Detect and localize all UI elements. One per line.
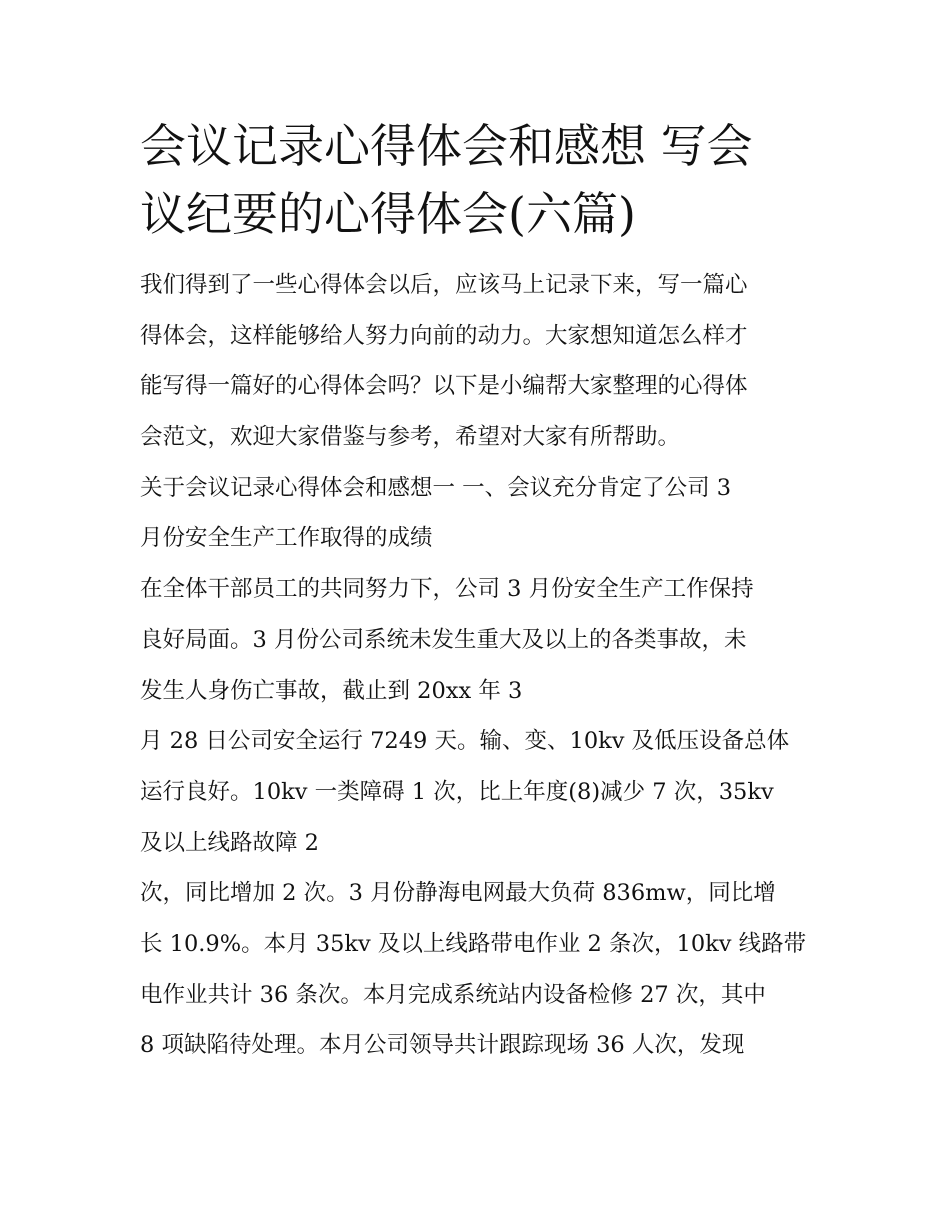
document-body (140, 260, 812, 1071)
body-line: 会范文，欢迎大家借鉴与参考，希望对大家有所帮助。 (140, 424, 681, 451)
body-line: 月 28 日公司安全运行 7249 天。输、变、10kv 及低压设备总体 (140, 728, 790, 755)
body-line: 得体会，这样能够给人努力向前的动力。大家想知道怎么样才 (140, 322, 748, 349)
body-line: 月份安全生产工作取得的成绩 (140, 525, 433, 552)
title-line: 会议记录心得体会和感想 写会 (140, 119, 753, 173)
title-line: 议纪要的心得体会(六篇) (140, 187, 636, 241)
document-page (140, 112, 812, 1071)
body-line: 8 项缺陷待处理。本月公司领导共计跟踪现场 36 人次，发现 (140, 1032, 745, 1059)
body-line: 发生人身伤亡事故，截止到 20xx 年 3 (140, 677, 523, 704)
body-line: 长 10.9%。本月 35kv 及以上线路带电作业 2 条次，10kv 线路带 (140, 930, 807, 957)
body-line: 在全体干部员工的共同努力下，公司 3 月份安全生产工作保持 (140, 576, 754, 603)
document-title (140, 112, 812, 248)
body-line: 电作业共计 36 条次。本月完成系统站内设备检修 27 次，其中 (140, 981, 766, 1008)
body-line: 良好局面。3 月份公司系统未发生重大及以上的各类事故，未 (140, 626, 747, 653)
body-line: 我们得到了一些心得体会以后，应该马上记录下来，写一篇心 (140, 272, 748, 298)
body-line: 次，同比增加 2 次。3 月份静海电网最大负荷 836mw，同比增 (140, 880, 776, 907)
body-line: 关于会议记录心得体会和感想一 一、会议充分肯定了公司 3 (140, 474, 732, 501)
body-line: 及以上线路故障 2 (140, 829, 319, 856)
body-line: 运行良好。10kv 一类障碍 1 次，比上年度(8)减少 7 次，35kv (140, 778, 774, 805)
body-line: 能写得一篇好的心得体会吗？以下是小编帮大家整理的心得体 (140, 373, 748, 400)
